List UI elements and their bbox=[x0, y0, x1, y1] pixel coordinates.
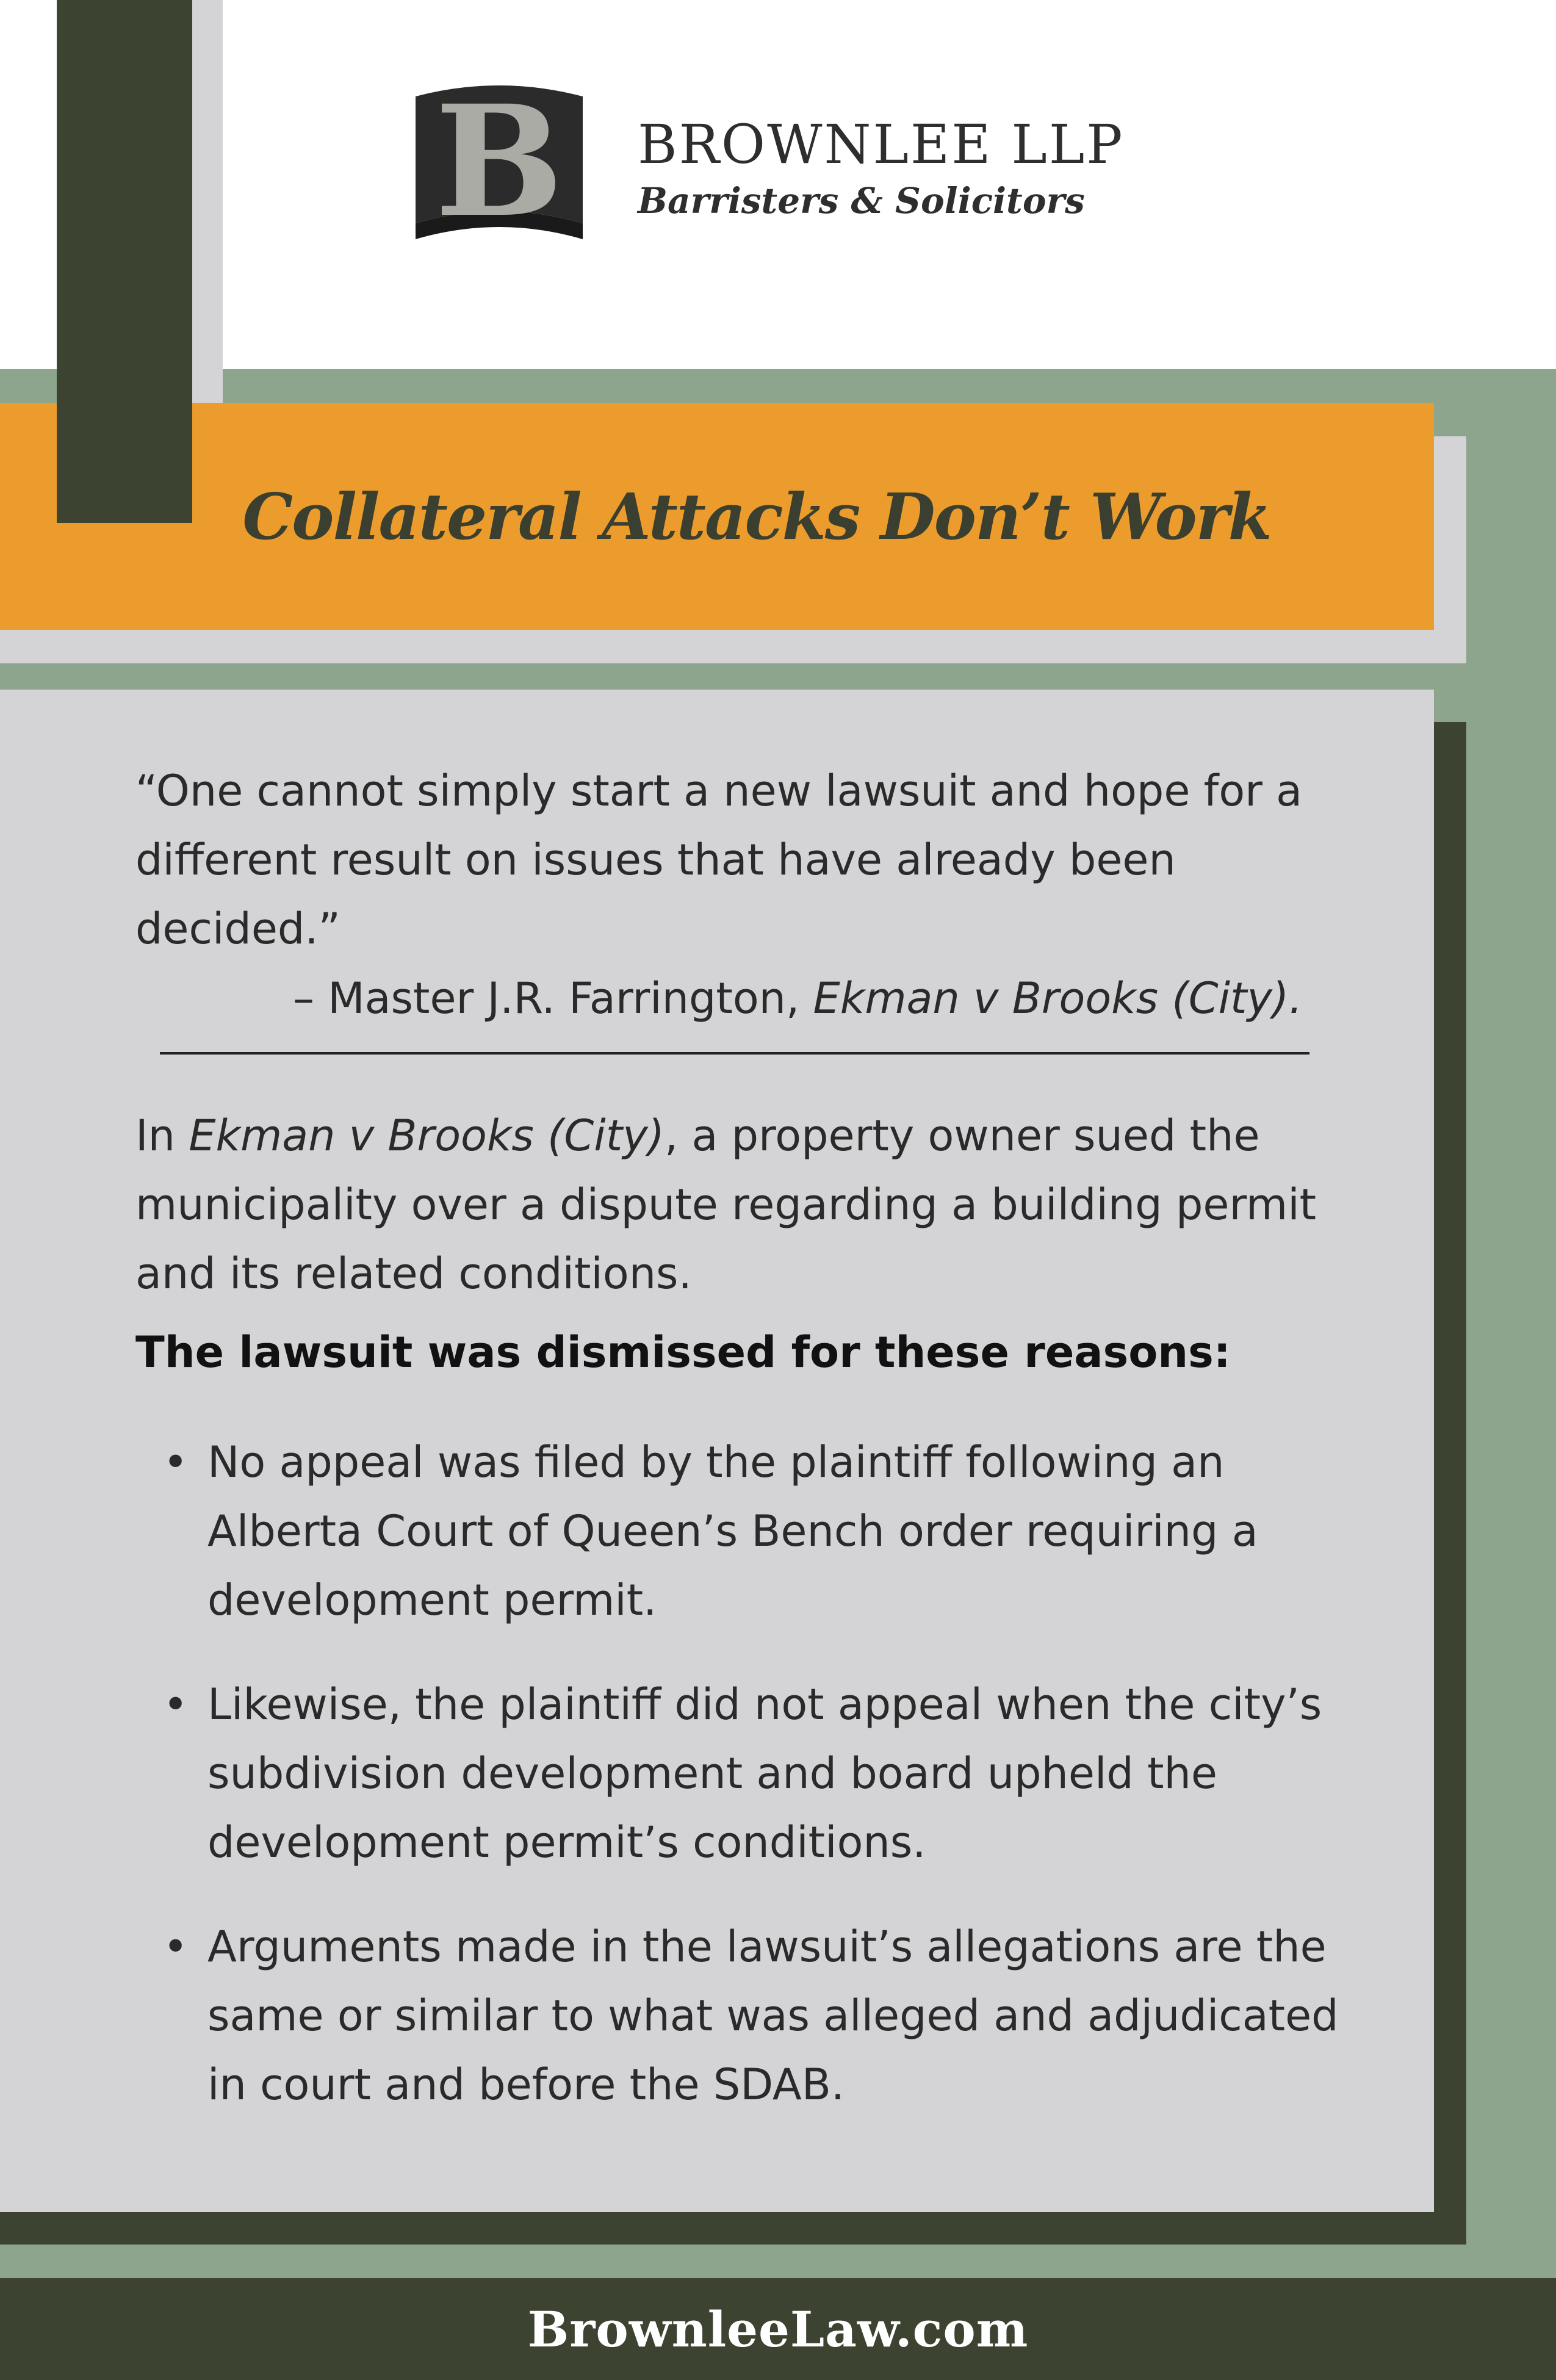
bullet-icon: • bbox=[163, 1922, 189, 1972]
decorative-bar-dark bbox=[57, 0, 192, 523]
footer-bar bbox=[0, 2278, 1556, 2380]
reason-text: Arguments made in the lawsuit’s allegations are the same or similar to what was alleged and adjudicated in court and before the SDAB. bbox=[207, 1922, 1339, 2110]
logo-b-icon bbox=[405, 79, 594, 253]
intro-paragraph bbox=[135, 1102, 1356, 1308]
intro-case: Ekman v Brooks (City) bbox=[189, 1111, 665, 1161]
intro-rest: , a property owner sued the municipality over a dispute regarding a building permit and its related conditions. bbox=[135, 1111, 1317, 1299]
title-banner bbox=[0, 403, 1434, 630]
svg-text:B: B bbox=[434, 79, 564, 251]
attribution-case: Ekman v Brooks (City). bbox=[813, 973, 1303, 1023]
intro-prefix: In bbox=[135, 1111, 189, 1161]
website-url[interactable]: BrownleeLaw.com bbox=[527, 2300, 1029, 2358]
page-title: Collateral Attacks Don’t Work bbox=[242, 478, 1271, 554]
reasons-heading: The lawsuit was dismissed for these reasons: bbox=[135, 1327, 1231, 1377]
quote-attribution bbox=[293, 964, 1391, 1033]
divider bbox=[160, 1052, 1309, 1055]
quote-text: “One cannot simply start a new lawsuit and hope for a different result on issues that have already been decided.” bbox=[135, 766, 1303, 954]
reason-text: No appeal was filed by the plaintiff following an Alberta Court of Queen’s Bench order requiring a development permit. bbox=[207, 1437, 1258, 1625]
bullet-icon: • bbox=[163, 1437, 189, 1487]
bullet-icon: • bbox=[163, 1679, 189, 1729]
reason-text: Likewise, the plaintiff did not appeal when the city’s subdivision development and board upheld the development permit’s conditions. bbox=[207, 1679, 1322, 1867]
firm-tagline: Barristers & Solicitors bbox=[638, 180, 1085, 222]
attribution-name: – Master J.R. Farrington, bbox=[293, 973, 813, 1023]
firm-name: BROWNLEE LLP bbox=[638, 113, 1125, 176]
